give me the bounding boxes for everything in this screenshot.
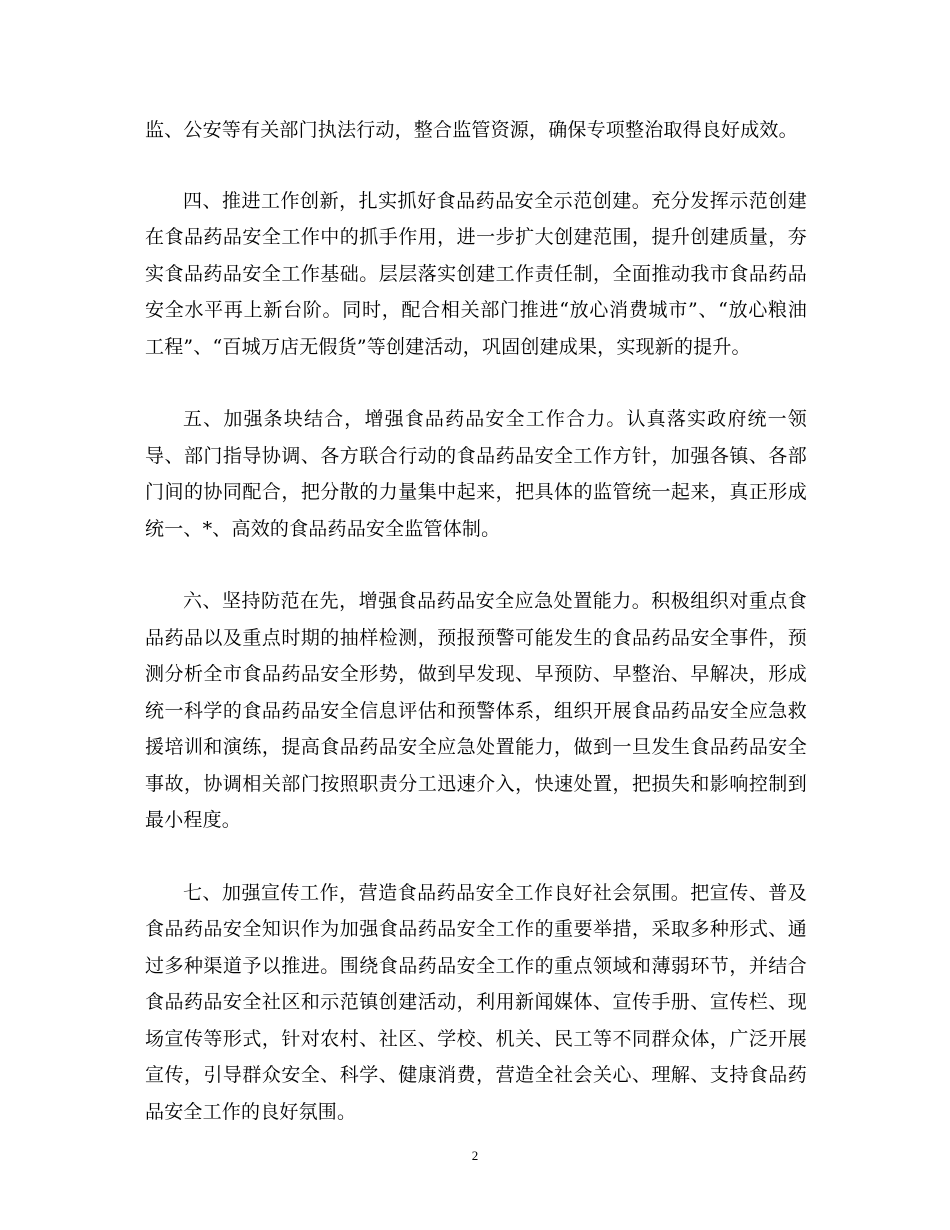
paragraph-continuation: 监、公安等有关部门执法行动，整合监管资源，确保专项整治取得良好成效。 [145,119,798,141]
paragraph-section-6: 六、坚持防范在先，增强食品药品安全应急处置能力。积极组织对重点食品药品以及重点时期的抽样检测，预报预警可能发生的食品药品安全事件，预测分析全市食品药品安全形势，做到早发现、早预防、早整治、早解决，形成统一科学的食品药品安全信息评估和预警体系，组织开展食品药品安全应急救援培训和演练，提高食品药品安全应急处置能力，做到一旦发生食品药品安全事故，协调相关部门按照职责分工迅速介入，快速处置，把损失和影响控制到最小程度。 [145,590,807,831]
paragraph-section-4: 四、推进工作创新，扎实抓好食品药品安全示范创建。充分发挥示范创建在食品药品安全工作中的抓手作用，进一步扩大创建范围，提升创建质量，夯实食品药品安全工作基础。层层落实创建工作责任制，全面推动我市食品药品安全水平再上新台阶。同时，配合相关部门推进“放心消费城市”、“放心粮油工程”、“百城万店无假货”等创建活动，巩固创建成果，实现新的提升。 [145,189,807,358]
paragraph-section-7: 七、加强宣传工作，营造食品药品安全工作良好社会氛围。把宣传、普及食品药品安全知识作为加强食品药品安全工作的重要举措，采取多种形式、通过多种渠道予以推进。围绕食品药品安全工作的重点领域和薄弱环节，并结合食品药品安全社区和示范镇创建活动，利用新闻媒体、宣传手册、宣传栏、现场宣传等形式，针对农村、社区、学校、机关、民工等不同群众体，广泛开展宣传，引导群众安全、科学、健康消费，营造全社会关心、理解、支持食品药品安全工作的良好氛围。 [145,881,807,1123]
page-number: 2 [471,1148,479,1163]
paragraph-section-5: 五、加强条块结合，增强食品药品安全工作合力。认真落实政府统一领导、部门指导协调、各方联合行动的食品药品安全工作方针，加强各镇、各部门间的协同配合，把分散的力量集中起来，把具体的监管统一起来，真正形成统一、*、高效的食品药品安全监管体制。 [145,408,807,540]
document-body [145,112,807,1166]
